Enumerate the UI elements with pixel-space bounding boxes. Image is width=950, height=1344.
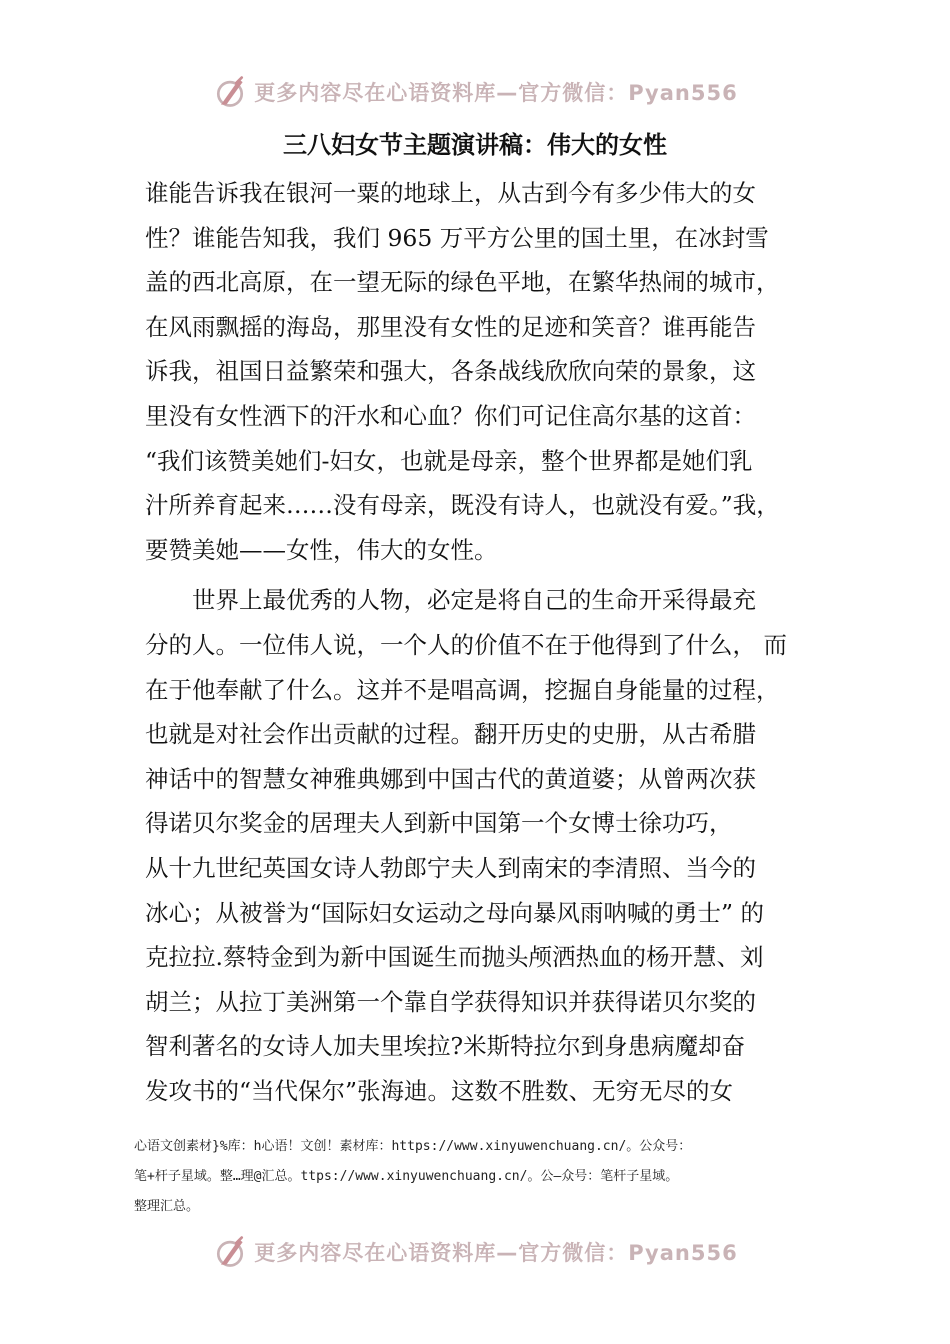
text-line: 诉我，祖国日益繁荣和强大，各条战线欣欣向荣的景象，这 — [145, 357, 756, 386]
document-title: 三八妇女节主题演讲稿：伟大的女性 — [283, 131, 667, 159]
text-line: 在风雨飘摇的海岛，那里没有女性的足迹和笑音？谁再能告 — [145, 312, 756, 341]
text-line: 要赞美她——女性，伟大的女性。 — [145, 535, 498, 564]
text-line: 得诺贝尔奖金的居理夫人到新中国第一个女博士徐功巧， — [145, 809, 733, 838]
watermark-banner-inner — [212, 1234, 737, 1270]
text-line: 也就是对社会作出贡献的过程。翻开历史的史册，从古希腊 — [145, 720, 756, 749]
text-line: 汁所养育起来……没有母亲，既没有诗人，也就没有爱。”我， — [145, 491, 780, 520]
watermark-text: 更多内容尽在心语资料库—官方微信：Pyan556 — [254, 1241, 738, 1265]
text-line-indented: 世界上最优秀的人物，必定是将自己的生命开采得最充 — [192, 586, 756, 615]
text-line: 智利著名的女诗人加夫里埃拉?米斯特拉尔到身患病魔却奋 — [145, 1032, 746, 1061]
watermark-banner-bottom — [0, 1232, 950, 1272]
footer-note-line: 整理汇总。 — [134, 1199, 200, 1214]
text-line: 在于他奉献了什么。这并不是唱高调，挖掘自身能量的过程， — [145, 675, 780, 704]
text-line: 谁能告诉我在银河一粟的地球上，从古到今有多少伟大的女 — [145, 179, 756, 207]
text-line: “我们该赞美她们-妇女，也就是母亲，整个世界都是她们乳 — [145, 446, 753, 475]
footer-note-line: 笔+杆子星域。整…理@汇总。ttps://www.xinyuwenchuang.cn/。公—众号：笔杆子星域。 — [134, 1169, 679, 1184]
footer-note — [134, 1132, 834, 1222]
paragraph-1 — [145, 171, 825, 572]
quill-pen-logo-icon — [212, 74, 248, 110]
text-line: 分的人。一位伟人说，一个人的价值不在于他得到了什么， 而 — [145, 630, 787, 659]
footer-note-line: 心语文创素材}%库：h心语！文创！素材库：https://www.xinyuwenchuang.cn/。公众号： — [134, 1139, 692, 1154]
text-line: 胡兰；从拉丁美洲第一个靠自学获得知识并获得诺贝尔奖的 — [145, 987, 756, 1016]
text-line: 发攻书的“当代保尔”张海迪。这数不胜数、无穷无尽的女 — [145, 1076, 734, 1105]
text-line: 克拉拉.蔡特金到为新中国诞生而抛头颅洒热血的杨开慧、刘 — [145, 943, 764, 972]
watermark-banner-top — [0, 72, 950, 112]
text-line: 里没有女性洒下的汗水和心血？你们可记住高尔基的这首： — [145, 401, 756, 430]
text-line: 盖的西北高原，在一望无际的绿色平地，在繁华热闹的城市， — [145, 268, 780, 297]
watermark-banner-inner — [212, 74, 737, 110]
text-line: 性？谁能告知我，我们 965 万平方公里的国土里，在冰封雪 — [145, 223, 769, 252]
paragraph-2 — [145, 578, 825, 1113]
text-line: 神话中的智慧女神雅典娜到中国古代的黄道婆；从曾两次获 — [145, 764, 756, 793]
document-body — [145, 171, 825, 1113]
quill-pen-logo-icon — [212, 1234, 248, 1270]
text-line: 冰心；从被誉为“国际妇女运动之母向暴风雨呐喊的勇士” 的 — [145, 898, 764, 927]
text-line: 从十九世纪英国女诗人勃郎宁夫人到南宋的李清照、当今的 — [145, 853, 756, 882]
watermark-text: 更多内容尽在心语资料库—官方微信：Pyan556 — [254, 81, 738, 105]
